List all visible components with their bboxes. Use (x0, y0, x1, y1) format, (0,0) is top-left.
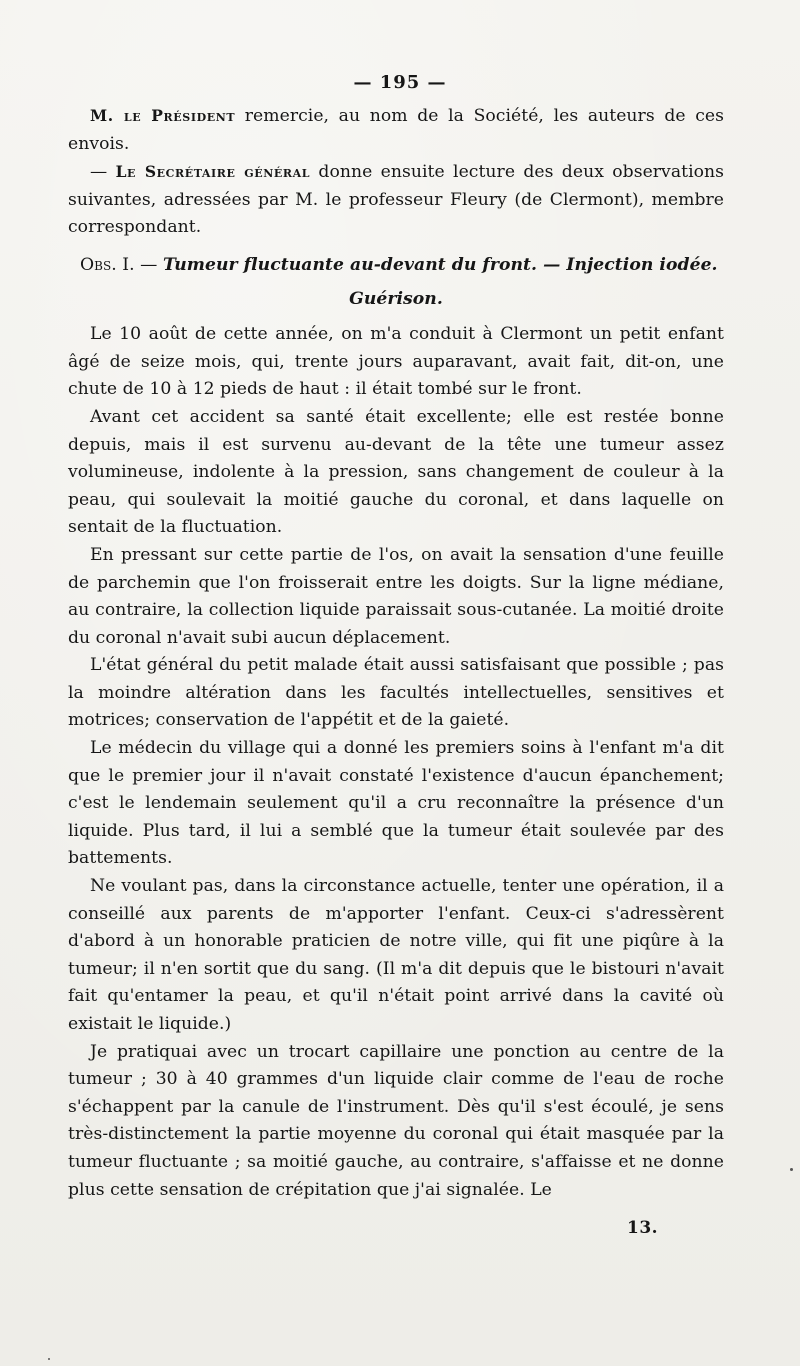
speck-mark (790, 1168, 793, 1171)
speaker-president: M. le Président (90, 106, 236, 125)
paragraph-6: Ne voulant pas, dans la circonstance actuelle, tenter une opération, il a conseillé aux parents de m'apporter l'enfant. Ceux-ci s'adressèrent d'abord à un honorable praticien de notre ville, qui fit une piqûre à la tumeur; il n'en sortit que du sang. (Il m'a dit depuis que le bistouri n'avait fait qu'entamer la peau, et qu'il n'était point arrivé dans la cavité où existait le liquide.) (68, 876, 724, 1034)
paragraph-secretary (68, 158, 724, 242)
speaker-secretary: Le Secrétaire général (115, 162, 311, 182)
observation-title-text: Tumeur fluctuante au-devant du front. — Injection iodée. (162, 254, 718, 275)
text-block (68, 102, 724, 1204)
paragraph-secretary-text: donne ensuite lecture des deux observations suivantes, adressées par M. le professeur Fleury (de Clermont), membre correspondant. (68, 162, 725, 238)
observation-title-line2: Guérison. (349, 288, 443, 309)
observation-title (68, 252, 724, 280)
paragraph-president-text: remercie, au nom de la Société, les auteurs de ces envois. (68, 106, 724, 154)
observation-label: Obs. I. (80, 254, 135, 275)
paragraph-1: Le 10 août de cette année, on m'a conduit à Clermont un petit enfant âgé de seize mois, qui, trente jours auparavant, avait fait, dit-on, une chute de 10 à 12 pieds de haut : il était tombé sur le front. (68, 324, 724, 400)
page-number: — 195 — (353, 72, 447, 93)
observation-dash: — (134, 254, 163, 275)
paragraph-5: Le médecin du village qui a donné les premiers soins à l'enfant m'a dit que le premier jour il n'avait constaté l'existence d'aucun épanchement; c'est le lendemain seulement qu'il a cru reconnaître la présence d'un liquide. Plus tard, il lui a semblé que la tumeur était soulevée par des battements. (68, 738, 724, 869)
speck-mark (48, 1358, 50, 1360)
paragraph-2: Avant cet accident sa santé était excellente; elle est restée bonne depuis, mais il est survenu au-devant de la tête une tumeur assez volumineuse, indolente à la pression, sans changement de couleur à la peau, qui soulevait la moitié gauche du coronal, et dans laquelle on sentait de la fluctuation. (68, 406, 724, 538)
paragraph-secretary-lead: — (90, 162, 116, 183)
signature-mark: 13. (627, 1218, 659, 1238)
paragraph-4: L'état général du petit malade était aussi satisfaisant que possible ; pas la moindre altération dans les facultés intellectuelles, sensitives et motrices; conservation de l'appétit et de la gaieté. (68, 655, 724, 731)
paragraph-7: Je pratiquai avec un trocart capillaire une ponction au centre de la tumeur ; 30 à 40 grammes d'un liquide clair comme de l'eau de roche s'échappent par la canule de l'instrument. Dès qu'il s'est écoulé, je sens très-distinctement la partie moyenne du coronal qui était masquée par la tumeur fluctuante ; sa moitié gauche, au contraire, s'affaisse et ne donne plus cette sensation de crépitation que j'ai signalée. Le (68, 1041, 724, 1200)
paragraph-3: En pressant sur cette partie de l'os, on avait la sensation d'une feuille de parchemin que l'on froisserait entre les doigts. Sur la ligne médiane, au contraire, la collection liquide paraissait sous-cutanée. La moitié droite du coronal n'avait subi aucun déplacement. (68, 544, 724, 648)
paragraph-president (68, 102, 724, 158)
